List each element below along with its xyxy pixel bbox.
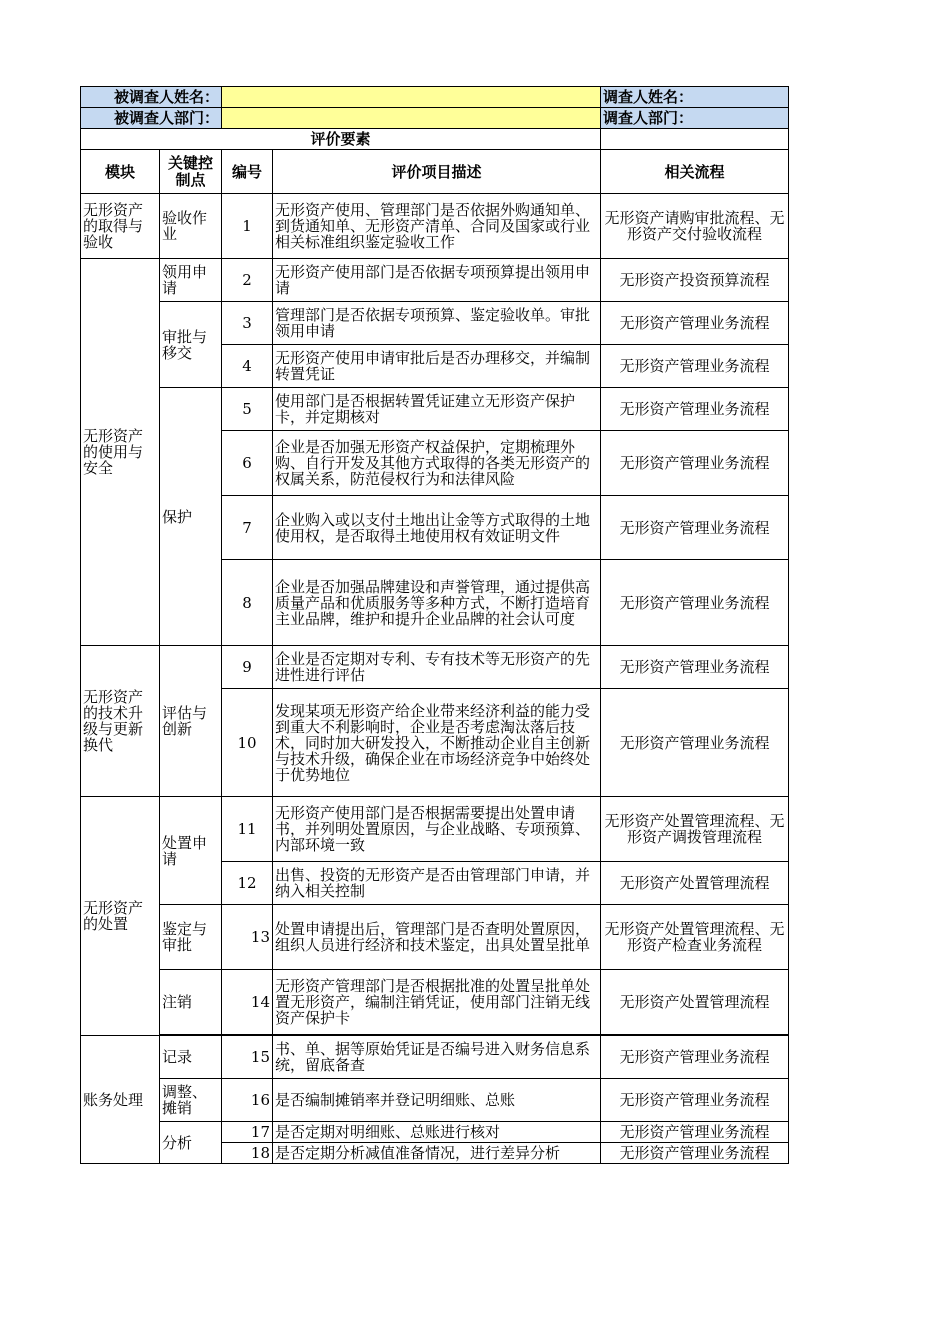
row-number: 14 bbox=[222, 970, 273, 1035]
row-process: 无形资产请购审批流程、无形资产交付验收流程 bbox=[601, 194, 789, 259]
row-number: 17 bbox=[222, 1122, 273, 1143]
module-cell: 无形资产的使用与安全 bbox=[81, 259, 160, 646]
surveyor-dept-label[interactable]: 调查人部门： bbox=[601, 108, 789, 129]
row-process: 无形资产管理业务流程 bbox=[601, 302, 789, 345]
module-cell: 无形资产的技术升级与更新换代 bbox=[81, 646, 160, 797]
row-process: 无形资产处置管理流程、无形资产检查业务流程 bbox=[601, 905, 789, 970]
row-description: 出售、投资的无形资产是否由管理部门申请，并纳入相关控制 bbox=[273, 862, 601, 905]
key-point-cell: 审批与移交 bbox=[160, 302, 222, 388]
row-number: 7 bbox=[222, 496, 273, 560]
row-number: 8 bbox=[222, 560, 273, 646]
row-process: 无形资产管理业务流程 bbox=[601, 496, 789, 560]
key-point-cell: 鉴定与审批 bbox=[160, 905, 222, 970]
key-point-cell: 调整、摊销 bbox=[160, 1079, 222, 1122]
row-description: 发现某项无形资产给企业带来经济利益的能力受到重大不利影响时，企业是否考虑淘汰落后技术，同时加大研发投入，不断推动企业自主创新与技术升级，确保企业在市场经济竞争中始终处于优势地位 bbox=[273, 689, 601, 797]
module-cell: 无形资产的处置 bbox=[81, 797, 160, 1036]
key-point-cell: 分析 bbox=[160, 1122, 222, 1164]
key-point-cell: 保护 bbox=[160, 388, 222, 646]
row-number: 1 bbox=[222, 194, 273, 259]
row-number: 15 bbox=[222, 1036, 273, 1079]
row-description: 企业是否加强品牌建设和声誉管理，通过提供高质量产品和优质服务等多种方式，不断打造培育主业品牌，维护和提升企业品牌的社会认可度 bbox=[273, 560, 601, 646]
row-description: 无形资产管理部门是否根据批准的处置呈批单处置无形资产，编制注销凭证，使用部门注销无线资产保护卡 bbox=[273, 970, 601, 1035]
row-process: 无形资产处置管理流程 bbox=[601, 970, 789, 1035]
key-point-cell: 注销 bbox=[160, 970, 222, 1035]
row-description: 无形资产使用部门是否依据专项预算提出领用申请 bbox=[273, 259, 601, 302]
row-description: 无形资产使用部门是否根据需要提出处置申请书，并列明处置原因，与企业战略、专项预算、内部环境一致 bbox=[273, 797, 601, 862]
evaluation-sheet bbox=[80, 86, 789, 1164]
respondent-dept-label: 被调查人部门： bbox=[81, 108, 222, 129]
col-header-number: 编号 bbox=[222, 150, 273, 194]
row-process: 无形资产管理业务流程 bbox=[601, 689, 789, 797]
section-title: 评价要素 bbox=[81, 129, 601, 150]
key-point-cell: 验收作业 bbox=[160, 194, 222, 259]
row-number: 18 bbox=[222, 1143, 273, 1164]
row-description: 无形资产使用、管理部门是否依据外购通知单、到货通知单、无形资产清单、合同及国家或行业相关标准组织鉴定验收工作 bbox=[273, 194, 601, 259]
respondent-name-label: 被调查人姓名： bbox=[81, 87, 222, 108]
module-cell: 账务处理 bbox=[81, 1036, 160, 1164]
key-point-cell: 领用申请 bbox=[160, 259, 222, 302]
row-process: 无形资产管理业务流程 bbox=[601, 560, 789, 646]
row-description: 企业是否定期对专利、专有技术等无形资产的先进性进行评估 bbox=[273, 646, 601, 689]
col-header-module: 模块 bbox=[81, 150, 160, 194]
respondent-name-input[interactable] bbox=[222, 87, 601, 108]
row-number: 2 bbox=[222, 259, 273, 302]
row-description: 企业购入或以支付土地出让金等方式取得的土地使用权，是否取得土地使用权有效证明文件 bbox=[273, 496, 601, 560]
col-header-process: 相关流程 bbox=[601, 150, 789, 194]
row-process: 无形资产管理业务流程 bbox=[601, 1122, 789, 1143]
row-description: 无形资产使用申请审批后是否办理移交，并编制转置凭证 bbox=[273, 345, 601, 388]
row-process: 无形资产管理业务流程 bbox=[601, 1079, 789, 1122]
row-process: 无形资产投资预算流程 bbox=[601, 259, 789, 302]
section-title-blank bbox=[601, 129, 789, 150]
row-number: 6 bbox=[222, 431, 273, 496]
key-point-cell: 处置申请 bbox=[160, 797, 222, 905]
row-process: 无形资产处置管理流程 bbox=[601, 862, 789, 905]
surveyor-name-label[interactable]: 调查人姓名： bbox=[601, 87, 789, 108]
row-number: 4 bbox=[222, 345, 273, 388]
row-process: 无形资产管理业务流程 bbox=[601, 646, 789, 689]
row-description: 管理部门是否依据专项预算、鉴定验收单。审批领用申请 bbox=[273, 302, 601, 345]
row-description: 是否定期分析减值准备情况，进行差异分析 bbox=[273, 1143, 601, 1164]
row-description: 使用部门是否根据转置凭证建立无形资产保护卡，并定期核对 bbox=[273, 388, 601, 431]
row-description: 处置申请提出后，管理部门是否查明处置原因，组织人员进行经济和技术鉴定，出具处置呈批单 bbox=[273, 905, 601, 970]
row-description: 是否编制摊销率并登记明细账、总账 bbox=[273, 1079, 601, 1122]
col-header-key-point: 关键控制点 bbox=[160, 150, 222, 194]
row-process: 无形资产管理业务流程 bbox=[601, 1036, 789, 1079]
row-process: 无形资产管理业务流程 bbox=[601, 345, 789, 388]
row-number: 9 bbox=[222, 646, 273, 689]
col-header-description: 评价项目描述 bbox=[273, 150, 601, 194]
module-cell: 无形资产的取得与验收 bbox=[81, 194, 160, 259]
respondent-dept-input[interactable] bbox=[222, 108, 601, 129]
row-number: 12 bbox=[222, 862, 273, 905]
row-number: 3 bbox=[222, 302, 273, 345]
row-description: 企业是否加强无形资产权益保护，定期梳理外购、自行开发及其他方式取得的各类无形资产的权属关系，防范侵权行为和法律风险 bbox=[273, 431, 601, 496]
row-process: 无形资产管理业务流程 bbox=[601, 1143, 789, 1164]
row-process: 无形资产管理业务流程 bbox=[601, 388, 789, 431]
row-number: 13 bbox=[222, 905, 273, 970]
row-process: 无形资产管理业务流程 bbox=[601, 431, 789, 496]
row-process: 无形资产处置管理流程、无形资产调拨管理流程 bbox=[601, 797, 789, 862]
row-description: 书、单、据等原始凭证是否编号进入财务信息系统，留底备查 bbox=[273, 1036, 601, 1079]
key-point-cell: 记录 bbox=[160, 1036, 222, 1079]
row-description: 是否定期对明细账、总账进行核对 bbox=[273, 1122, 601, 1143]
row-number: 16 bbox=[222, 1079, 273, 1122]
row-number: 5 bbox=[222, 388, 273, 431]
key-point-cell: 评估与创新 bbox=[160, 646, 222, 797]
row-number: 11 bbox=[222, 797, 273, 862]
row-number: 10 bbox=[222, 689, 273, 797]
